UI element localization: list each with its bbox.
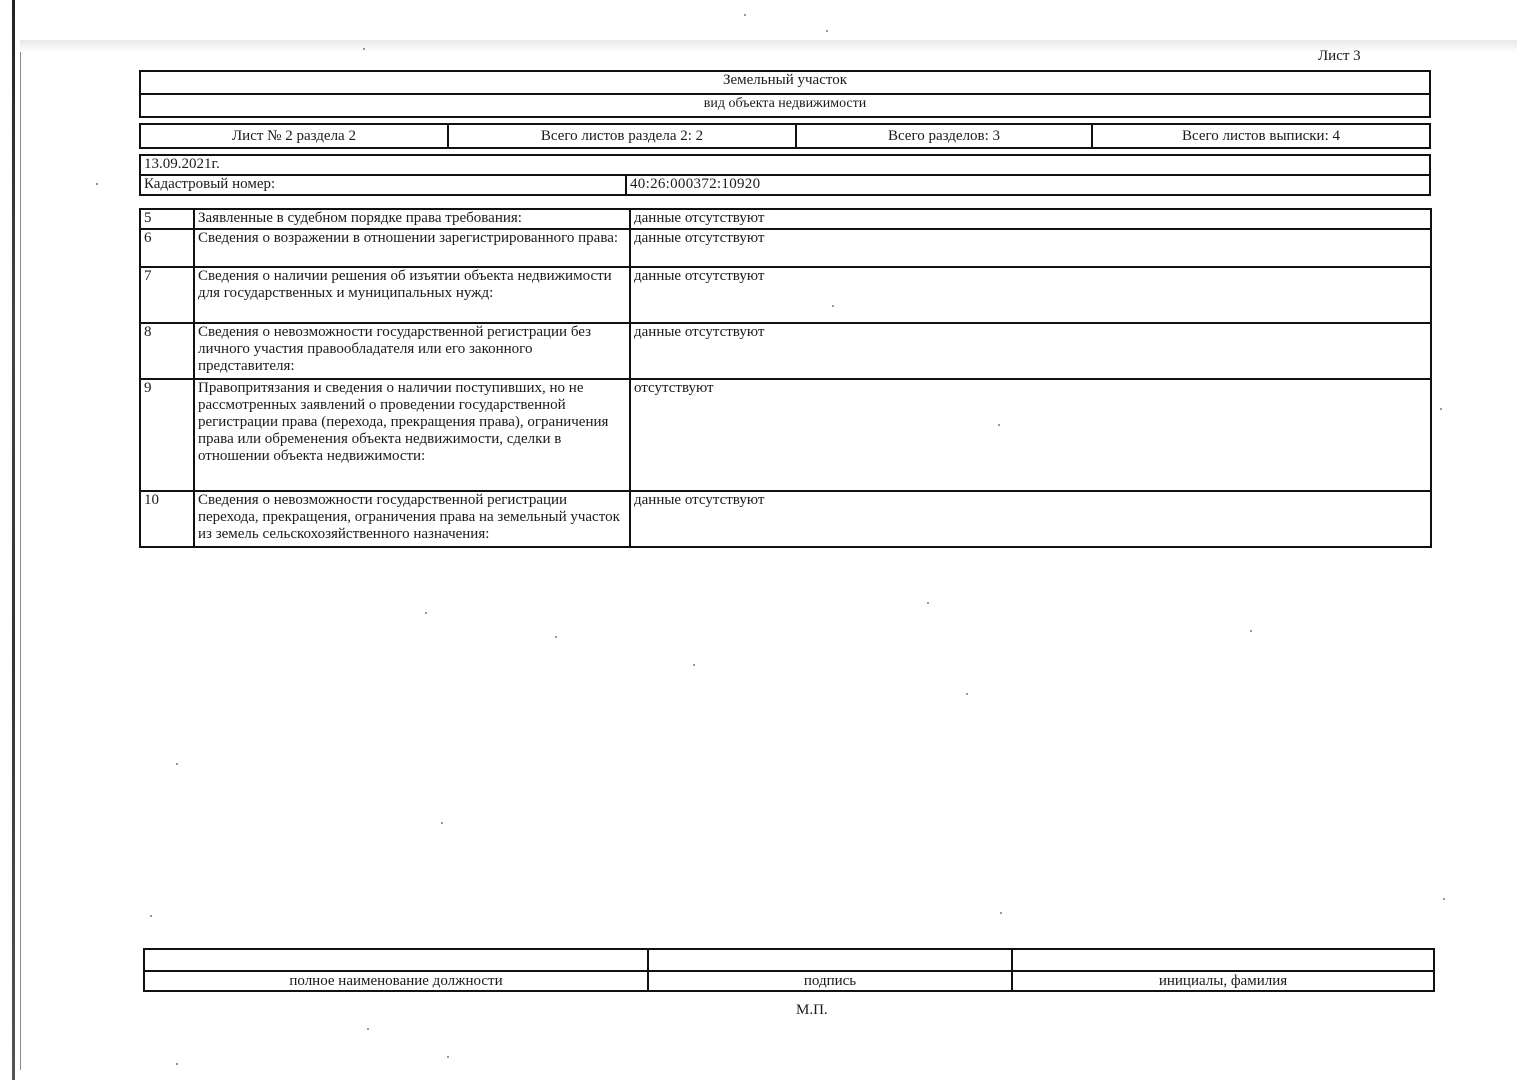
name-caption: инициалы, фамилия [1012,971,1434,991]
signature-caption: подпись [648,971,1012,991]
row-description: Заявленные в судебном порядке права требования: [194,209,630,229]
table-row [140,267,1431,323]
scan-speck [966,693,968,695]
scan-speck [425,612,427,614]
scan-speck [150,915,152,917]
object-type: Земельный участок [140,71,1430,94]
row-number: 7 [140,267,194,323]
scan-speck [927,602,929,604]
scan-speck [744,14,746,16]
row-value: данные отсутствуют [630,209,1431,229]
object-type-caption: вид объекта недвижимости [140,94,1430,117]
signature-field [648,949,1012,971]
row-number: 8 [140,323,194,379]
scan-shade [20,40,1517,52]
scan-speck [555,636,557,638]
scan-speck [826,30,828,32]
row-value: данные отсутствуют [630,267,1431,323]
row-description: Правопритязания и сведения о наличии поступивших, но не рассмотренных заявлений о проведении государственной регистрации права (перехода, прекращения права), ограничения права или обременения объекта недвижимости, сделки в отношении объекта недвижимости: [194,379,630,491]
row-description: Сведения о невозможности государственной регистрации перехода, прекращения, ограничения права на земельный участок из земель сельскохозяйственного назначения: [194,491,630,547]
row-description: Сведения о возражении в отношении зарегистрированного права: [194,229,630,267]
extract-date: 13.09.2021г. [140,155,1430,175]
row-number: 9 [140,379,194,491]
rights-table [139,208,1432,548]
scan-speck [441,822,443,824]
scan-speck [367,1028,369,1030]
scan-speck [1443,898,1445,900]
row-number: 10 [140,491,194,547]
row-value: данные отсутствуют [630,491,1431,547]
scan-speck [1000,912,1002,914]
table-row [140,209,1431,229]
scan-speck [1440,408,1442,410]
scan-speck [1250,630,1252,632]
scan-speck [176,1063,178,1065]
object-type-table [139,70,1431,118]
row-number: 6 [140,229,194,267]
table-row [140,491,1431,547]
info-table [139,154,1431,196]
sheet-number: Лист 3 [1318,48,1361,64]
scan-speck [447,1056,449,1058]
sheets-table [139,123,1431,149]
position-caption: полное наименование должности [144,971,648,991]
total-sheets-section: Всего листов раздела 2: 2 [448,124,796,148]
signature-table [143,948,1435,992]
name-field [1012,949,1434,971]
row-description: Сведения о наличии решения об изъятии объекта недвижимости для государственных и муниципальных нужд: [194,267,630,323]
scan-edge [12,0,15,1080]
scan-speck [96,183,98,185]
table-row [140,323,1431,379]
table-row [140,379,1431,491]
cadastral-number-label: Кадастровый номер: [140,175,626,195]
row-description: Сведения о невозможности государственной регистрации без личного участия правообладателя или его законного представителя: [194,323,630,379]
sheet-of-section: Лист № 2 раздела 2 [140,124,448,148]
table-row [140,229,1431,267]
scan-speck [176,763,178,765]
row-value: отсутствуют [630,379,1431,491]
position-field [144,949,648,971]
row-value: данные отсутствуют [630,229,1431,267]
scan-speck [693,664,695,666]
cadastral-number-value: 40:26:000372:10920 [626,175,1430,195]
scan-speck [363,48,365,50]
row-number: 5 [140,209,194,229]
total-sections: Всего разделов: 3 [796,124,1092,148]
scan-edge-line [20,40,21,1070]
total-sheets-extract: Всего листов выписки: 4 [1092,124,1430,148]
stamp-place-label: М.П. [796,1002,828,1018]
row-value: данные отсутствуют [630,323,1431,379]
